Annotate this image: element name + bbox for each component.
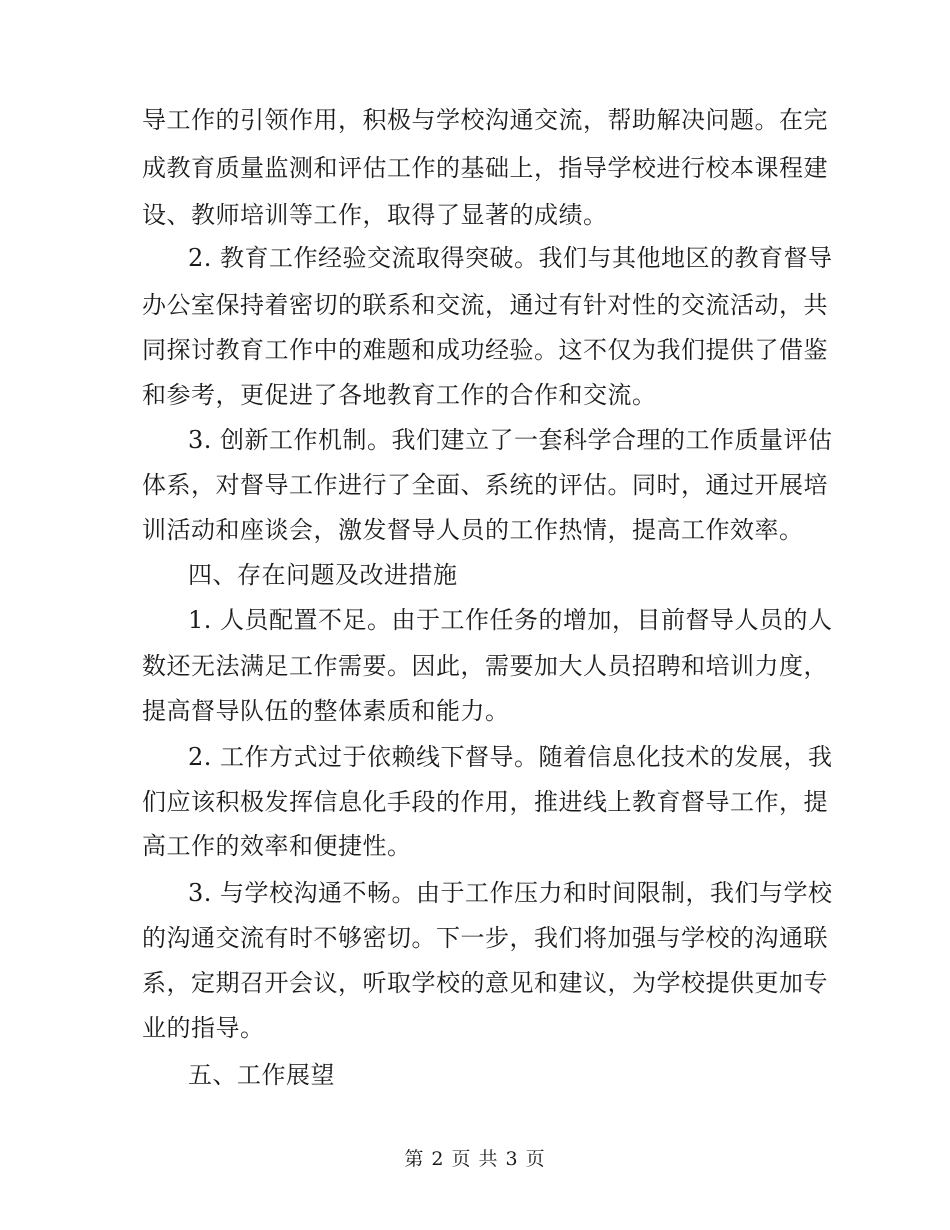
text-line: 们应该积极发挥信息化手段的作用，推进线上教育督导工作，提 xyxy=(142,788,828,816)
section-heading: 五、工作展望 xyxy=(188,1061,335,1089)
text-line: 2. 教育工作经验交流取得突破。我们与其他地区的教育督导 xyxy=(188,244,833,272)
text-line: 1. 人员配置不足。由于工作任务的增加，目前督导人员的人 xyxy=(188,606,833,634)
text-line: 导工作的引领作用，积极与学校沟通交流，帮助解决问题。在完 xyxy=(142,106,828,134)
section-heading: 四、存在问题及改进措施 xyxy=(188,561,458,589)
text-line: 3. 与学校沟通不畅。由于工作压力和时间限制，我们与学校 xyxy=(188,879,833,907)
text-line: 数还无法满足工作需要。因此，需要加大人员招聘和培训力度， xyxy=(142,652,828,680)
text-line: 成教育质量监测和评估工作的基础上，指导学校进行校本课程建 xyxy=(142,154,828,182)
text-line: 办公室保持着密切的联系和交流，通过有针对性的交流活动，共 xyxy=(142,291,828,319)
page-footer: 第 2 页 共 3 页 xyxy=(404,1148,546,1170)
text-line: 训活动和座谈会，激发督导人员的工作热情，提高工作效率。 xyxy=(142,516,804,544)
text-line: 系，定期召开会议，听取学校的意见和建议，为学校提供更加专 xyxy=(142,969,828,997)
text-line: 2. 工作方式过于依赖线下督导。随着信息化技术的发展，我 xyxy=(188,743,833,771)
text-line: 高工作的效率和便捷性。 xyxy=(142,832,412,860)
text-line: 同探讨教育工作中的难题和成功经验。这不仅为我们提供了借鉴 xyxy=(142,336,828,364)
text-line: 3. 创新工作机制。我们建立了一套科学合理的工作质量评估 xyxy=(188,426,833,454)
text-line: 和参考，更促进了各地教育工作的合作和交流。 xyxy=(142,381,657,409)
text-line: 设、教师培训等工作，取得了显著的成绩。 xyxy=(142,201,608,229)
text-line: 的沟通交流有时不够密切。下一步，我们将加强与学校的沟通联 xyxy=(142,924,828,952)
text-line: 业的指导。 xyxy=(142,1014,265,1042)
text-line: 提高督导队伍的整体素质和能力。 xyxy=(142,697,510,725)
text-line: 体系，对督导工作进行了全面、系统的评估。同时，通过开展培 xyxy=(142,471,828,499)
